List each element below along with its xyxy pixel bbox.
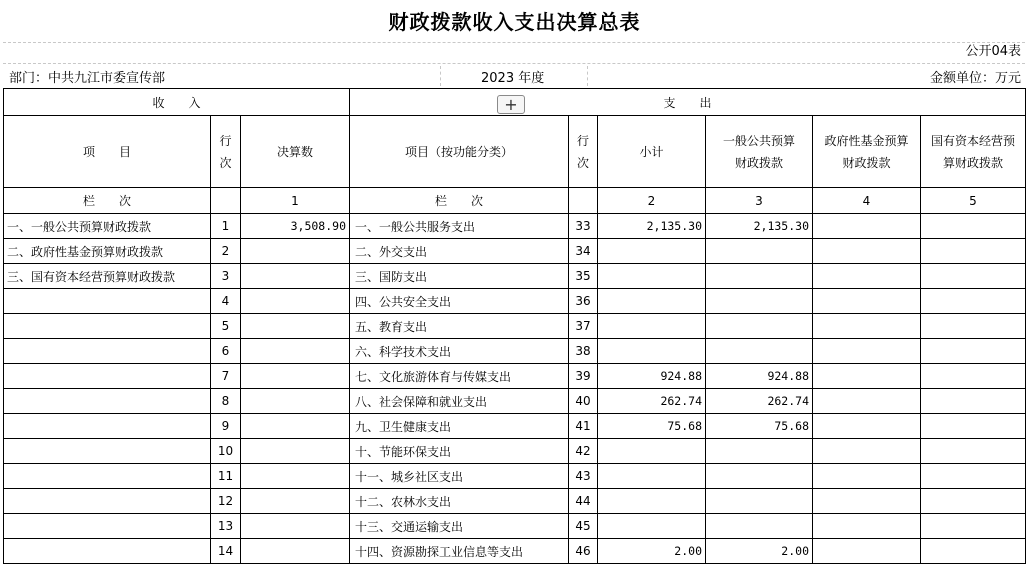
expense-item-cell: 三、国防支出	[350, 264, 569, 289]
gov-fund-cell	[813, 439, 921, 464]
income-amount-cell	[241, 489, 350, 514]
income-item-cell	[4, 314, 211, 339]
income-row-no-cell: 2	[211, 239, 241, 264]
state-capital-cell	[921, 514, 1026, 539]
income-row-no-cell: 1	[211, 214, 241, 239]
income-amount-cell	[241, 364, 350, 389]
general-budget-cell: 262.74	[706, 389, 813, 414]
expense-row-no-cell: 37	[569, 314, 598, 339]
general-budget-cell	[706, 339, 813, 364]
income-row-no-cell: 3	[211, 264, 241, 289]
table-row	[4, 539, 1026, 564]
income-item-cell: 二、政府性基金预算财政拨款	[4, 239, 211, 264]
gov-fund-cell	[813, 539, 921, 564]
expense-item-cell: 四、公共安全支出	[350, 289, 569, 314]
income-row-no-cell: 12	[211, 489, 241, 514]
state-capital-cell	[921, 289, 1026, 314]
table-row	[4, 264, 1026, 289]
state-capital-cell	[921, 489, 1026, 514]
income-item-cell	[4, 539, 211, 564]
general-budget-cell: 2.00	[706, 539, 813, 564]
income-amount-cell	[241, 414, 350, 439]
expense-item-cell: 十一、城乡社区支出	[350, 464, 569, 489]
subtotal-cell: 2,135.30	[598, 214, 706, 239]
index-col-1: 1	[241, 188, 350, 214]
income-amount-cell	[241, 439, 350, 464]
year-label: 2023 年度	[481, 71, 545, 86]
table-row	[4, 364, 1026, 389]
gov-fund-cell	[813, 339, 921, 364]
page-title: 财政拨款收入支出决算总表	[388, 10, 641, 34]
general-budget-cell	[706, 489, 813, 514]
index-empty	[211, 188, 241, 214]
income-item-cell	[4, 289, 211, 314]
gov-fund-cell	[813, 464, 921, 489]
general-budget-cell	[706, 464, 813, 489]
state-capital-cell	[921, 214, 1026, 239]
unit-label: 金额单位：万元	[929, 71, 1021, 86]
expense-item-cell: 五、教育支出	[350, 314, 569, 339]
table-row	[4, 414, 1026, 439]
col-header-gov-fund: 政府性基金预算财政拨款	[813, 116, 921, 188]
budget-table	[3, 88, 1026, 564]
subtotal-cell	[598, 464, 706, 489]
income-row-no-cell: 10	[211, 439, 241, 464]
general-budget-cell	[706, 289, 813, 314]
expense-row-no-cell: 40	[569, 389, 598, 414]
gov-fund-cell	[813, 364, 921, 389]
income-item-cell: 三、国有资本经营预算财政拨款	[4, 264, 211, 289]
col-header-general-budget: 一般公共预算财政拨款	[706, 116, 813, 188]
expense-item-cell: 十二、农林水支出	[350, 489, 569, 514]
index-right-label: 栏 次	[350, 188, 569, 214]
income-row-no-cell: 4	[211, 289, 241, 314]
state-capital-cell	[921, 464, 1026, 489]
income-item-cell	[4, 514, 211, 539]
index-col-4: 4	[813, 188, 921, 214]
col-header-subtotal: 小计	[598, 116, 706, 188]
income-item-cell	[4, 364, 211, 389]
department-label: 部门：中共九江市委宣传部	[9, 71, 166, 86]
col-header-final-amount: 决算数	[241, 116, 350, 188]
meta-row	[3, 64, 1025, 88]
income-item-cell	[4, 439, 211, 464]
general-budget-cell	[706, 514, 813, 539]
expense-row-no-cell: 41	[569, 414, 598, 439]
expense-item-cell: 八、社会保障和就业支出	[350, 389, 569, 414]
general-budget-cell	[706, 239, 813, 264]
meta-separator	[587, 66, 588, 86]
expense-item-cell: 一、一般公共服务支出	[350, 214, 569, 239]
general-budget-cell	[706, 314, 813, 339]
column-header-row	[4, 116, 1026, 188]
subtotal-cell	[598, 314, 706, 339]
general-budget-cell: 2,135.30	[706, 214, 813, 239]
expense-item-cell: 十四、资源勘探工业信息等支出	[350, 539, 569, 564]
income-amount-cell	[241, 264, 350, 289]
expense-row-no-cell: 36	[569, 289, 598, 314]
subtotal-cell	[598, 339, 706, 364]
table-row	[4, 439, 1026, 464]
expand-plus-button[interactable]: +	[497, 95, 525, 114]
income-row-no-cell: 5	[211, 314, 241, 339]
col-header-item: 项 目	[4, 116, 211, 188]
table-row	[4, 289, 1026, 314]
state-capital-cell	[921, 314, 1026, 339]
gov-fund-cell	[813, 314, 921, 339]
col-header-row-no-2: 行次	[569, 116, 598, 188]
gov-fund-cell	[813, 264, 921, 289]
expense-group-header: 支 出	[350, 89, 1026, 116]
meta-separator	[440, 66, 441, 86]
expense-row-no-cell: 43	[569, 464, 598, 489]
expense-row-no-cell: 39	[569, 364, 598, 389]
expense-row-no-cell: 44	[569, 489, 598, 514]
form-number: 公开04表	[965, 44, 1021, 59]
expense-item-cell: 七、文化旅游体育与传媒支出	[350, 364, 569, 389]
general-budget-cell: 924.88	[706, 364, 813, 389]
table-row	[4, 464, 1026, 489]
income-row-no-cell: 7	[211, 364, 241, 389]
index-col-5: 5	[921, 188, 1026, 214]
income-amount-cell	[241, 389, 350, 414]
income-item-cell	[4, 414, 211, 439]
gov-fund-cell	[813, 289, 921, 314]
index-col-3: 3	[706, 188, 813, 214]
gov-fund-cell	[813, 389, 921, 414]
income-amount-cell	[241, 289, 350, 314]
subtotal-cell: 924.88	[598, 364, 706, 389]
gov-fund-cell	[813, 489, 921, 514]
table-row	[4, 339, 1026, 364]
expense-item-cell: 九、卫生健康支出	[350, 414, 569, 439]
table-row	[4, 239, 1026, 264]
gov-fund-cell	[813, 414, 921, 439]
index-left-label: 栏 次	[4, 188, 211, 214]
expense-row-no-cell: 35	[569, 264, 598, 289]
income-item-cell	[4, 464, 211, 489]
income-item-cell	[4, 389, 211, 414]
col-header-item-by-function: 项目（按功能分类）	[350, 116, 569, 188]
income-amount-cell	[241, 514, 350, 539]
income-amount-cell	[241, 239, 350, 264]
income-amount-cell	[241, 314, 350, 339]
income-amount-cell	[241, 539, 350, 564]
income-item-cell: 一、一般公共预算财政拨款	[4, 214, 211, 239]
income-row-no-cell: 14	[211, 539, 241, 564]
table-row	[4, 489, 1026, 514]
expense-row-no-cell: 45	[569, 514, 598, 539]
income-item-cell	[4, 339, 211, 364]
subtotal-cell: 2.00	[598, 539, 706, 564]
top-divider	[3, 42, 1025, 43]
income-row-no-cell: 8	[211, 389, 241, 414]
income-row-no-cell: 13	[211, 514, 241, 539]
subtotal-cell: 262.74	[598, 389, 706, 414]
state-capital-cell	[921, 539, 1026, 564]
general-budget-cell: 75.68	[706, 414, 813, 439]
index-empty	[569, 188, 598, 214]
state-capital-cell	[921, 389, 1026, 414]
subtotal-cell	[598, 264, 706, 289]
expense-row-no-cell: 33	[569, 214, 598, 239]
expense-row-no-cell: 42	[569, 439, 598, 464]
state-capital-cell	[921, 364, 1026, 389]
state-capital-cell	[921, 239, 1026, 264]
index-row	[4, 188, 1026, 214]
income-amount-cell	[241, 339, 350, 364]
subtotal-cell	[598, 489, 706, 514]
col-header-state-capital: 国有资本经营预算财政拨款	[921, 116, 1026, 188]
income-item-cell	[4, 489, 211, 514]
subtotal-cell	[598, 239, 706, 264]
income-row-no-cell: 11	[211, 464, 241, 489]
index-col-2: 2	[598, 188, 706, 214]
income-amount-cell	[241, 464, 350, 489]
gov-fund-cell	[813, 514, 921, 539]
table-row	[4, 514, 1026, 539]
state-capital-cell	[921, 339, 1026, 364]
table-row	[4, 314, 1026, 339]
income-row-no-cell: 9	[211, 414, 241, 439]
income-group-header: 收 入	[4, 89, 350, 116]
subtotal-cell	[598, 289, 706, 314]
general-budget-cell	[706, 439, 813, 464]
subtotal-cell	[598, 514, 706, 539]
expense-item-cell: 十三、交通运输支出	[350, 514, 569, 539]
gov-fund-cell	[813, 214, 921, 239]
expense-item-cell: 六、科学技术支出	[350, 339, 569, 364]
expense-row-no-cell: 46	[569, 539, 598, 564]
state-capital-cell	[921, 439, 1026, 464]
state-capital-cell	[921, 414, 1026, 439]
expense-row-no-cell: 38	[569, 339, 598, 364]
income-row-no-cell: 6	[211, 339, 241, 364]
col-header-row-no: 行次	[211, 116, 241, 188]
subtotal-cell: 75.68	[598, 414, 706, 439]
state-capital-cell	[921, 264, 1026, 289]
general-budget-cell	[706, 264, 813, 289]
table-row	[4, 389, 1026, 414]
income-amount-cell: 3,508.90	[241, 214, 350, 239]
expense-item-cell: 十、节能环保支出	[350, 439, 569, 464]
subtotal-cell	[598, 439, 706, 464]
table-row	[4, 214, 1026, 239]
expense-item-cell: 二、外交支出	[350, 239, 569, 264]
expense-row-no-cell: 34	[569, 239, 598, 264]
gov-fund-cell	[813, 239, 921, 264]
